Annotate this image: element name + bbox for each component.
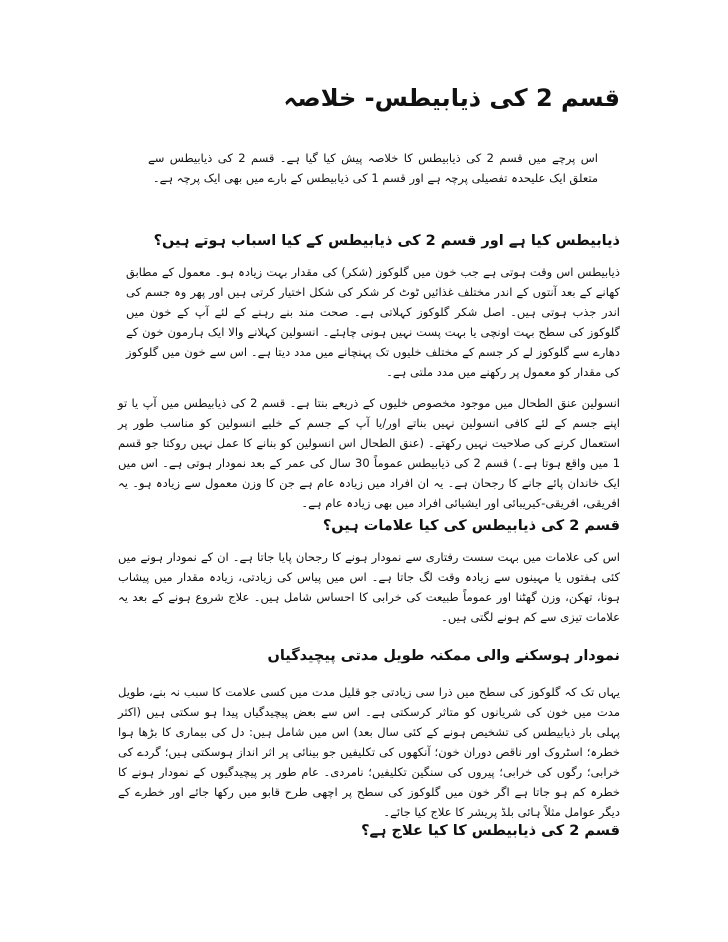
section-heading-what-is-diabetes: ذیابیطس کیا ہے اور قسم 2 کی ذیابیطس کے کیا اسباب ہوتے ہیں؟ xyxy=(153,233,620,249)
paragraph-symptoms: اس کی علامات میں بہت سست رفتاری سے نمودار ہونے کا رجحان پایا جاتا ہے۔ ان کے نمودار ہونے میں کئی ہفتوں یا مہینوں سے زیادہ وقت لگ جاتا ہے۔ اس میں پیاس کی زیادتی، زیادہ مقدار میں پیشاب ہونا، تھکن، وزن گھٹنا اور عموماً طبیعت کی خرابی کا احساس شامل ہیں۔ علاج شروع ہونے کے بعد یہ علامات تیزی سے کم ہونے لگتی ہیں۔ xyxy=(118,550,620,624)
document-title: قسم 2 کی ذیابیطس- خلاصہ xyxy=(283,84,620,112)
paragraph-insulin: انسولین عنق الطحال میں موجود مخصوص خلیوں کے ذریعے بنتا ہے۔ قسم 2 کی ذیابیطس میں آپ یا تو اپنے جسم کے لئے کافی انسولین نہیں بناتے اور/یا آپ کے جسم کے خلیے انسولین کو مناسب طور پر استعمال کرنے کی صلاحیت نہیں رکھتے۔ (عنق الطحال اس انسولین کو بنانے کا عمل نہیں روکتا جو قسم 1 میں واقع ہوتا ہے۔) قسم 2 کی ذیابیطس عموماً 30 سال کی عمر کے بعد نمودار ہوتی ہے۔ اس میں ایک خاندان پائے جانے کا رجحان ہے۔ یہ ان افراد میں زیادہ عام ہے جن کا وزن معمول سے زیادہ ہو۔ یہ افریقی، افریقی-کیریبائی اور ایشیائی افراد میں بھی زیادہ عام ہے۔ xyxy=(118,396,621,510)
paragraph-complications: یہاں تک کہ گلوکوز کی سطح میں ذرا سی زیادتی جو قلیل مدت میں کسی علامت کا سبب نہ بنے، طویل مدت میں خون کی شریانوں کو متاثر کرسکتی ہے۔ اس سے بعض پیچیدگیاں پیدا ہو سکتی ہیں (اکثر پہلی بار ذیابیطس کی تشخیص ہونے کے کئی سال بعد) اس میں شامل ہیں: دل کی بیماری کا بڑھا ہوا خطرہ؛ اسٹروک اور ناقص دوران خون؛ آنکھوں کی تکلیفیں جو بینائی پر اثر انداز ہوسکتی ہیں؛ گردے کی خرابی؛ رگوں کی خرابی؛ پیروں کی سنگین تکلیفیں؛ نامردی۔ عام طور پر پیچیدگیوں کے نمودار ہونے کا خطرہ کم ہو جاتا ہے اگر خون میں گلوکوز کی سطح پر اچھی طرح قابو میں رکھا جائے اور خطرے کے دیگر عوامل مثلاً ہائی بلڈ پریشر کا علاج کیا جائے۔ xyxy=(118,685,620,819)
section-heading-symptoms: قسم 2 کی ذیابیطس کی کیا علامات ہیں؟ xyxy=(322,518,620,534)
intro-paragraph: اس پرچے میں قسم 2 کی ذیابیطس کا خلاصہ پیش کیا گیا ہے۔ قسم 2 کی ذیابیطس سے متعلق ایک علیحدہ تفصیلی پرچہ ہے اور قسم 1 کی ذیابیطس کے بارے میں بھی ایک پرچہ ہے۔ xyxy=(148,151,599,185)
section-heading-treatment: قسم 2 کی ذیابیطس کا کیا علاج ہے؟ xyxy=(361,823,620,839)
paragraph-what-is-diabetes: ذیابیطس اس وقت ہوتی ہے جب خون میں گلوکوز (شکر) کی مقدار بہت زیادہ ہو۔ معمول کے مطابق کھانے کے بعد آنتوں کے اندر مختلف غذائیں ٹوٹ کر شکر کی شکل اختیار کرتی ہیں اور پھر وہ جسم کی اندر جذب ہوتی ہیں۔ اصل شکر گلوکوز کہلاتی ہے۔ صحت مند بنے رہنے کے لئے آپ کے خون میں گلوکوز کی سطح بہت اونچی یا بہت پست نہیں ہونی چاہئے۔ انسولین کہلانے والا ایک ہارمون خون کے دھارے سے گلوکوز لے کر جسم کے مختلف خلیوں تک پہنچانے میں مدد دیتا ہے۔ اس سے خون میں گلوکوز کی مقدار کو معمول پر رکھنے میں مدد ملتی ہے۔ xyxy=(126,265,620,379)
section-heading-complications: نمودار ہوسکنے والی ممکنہ طویل مدتی پیچیدگیاں xyxy=(267,648,620,664)
